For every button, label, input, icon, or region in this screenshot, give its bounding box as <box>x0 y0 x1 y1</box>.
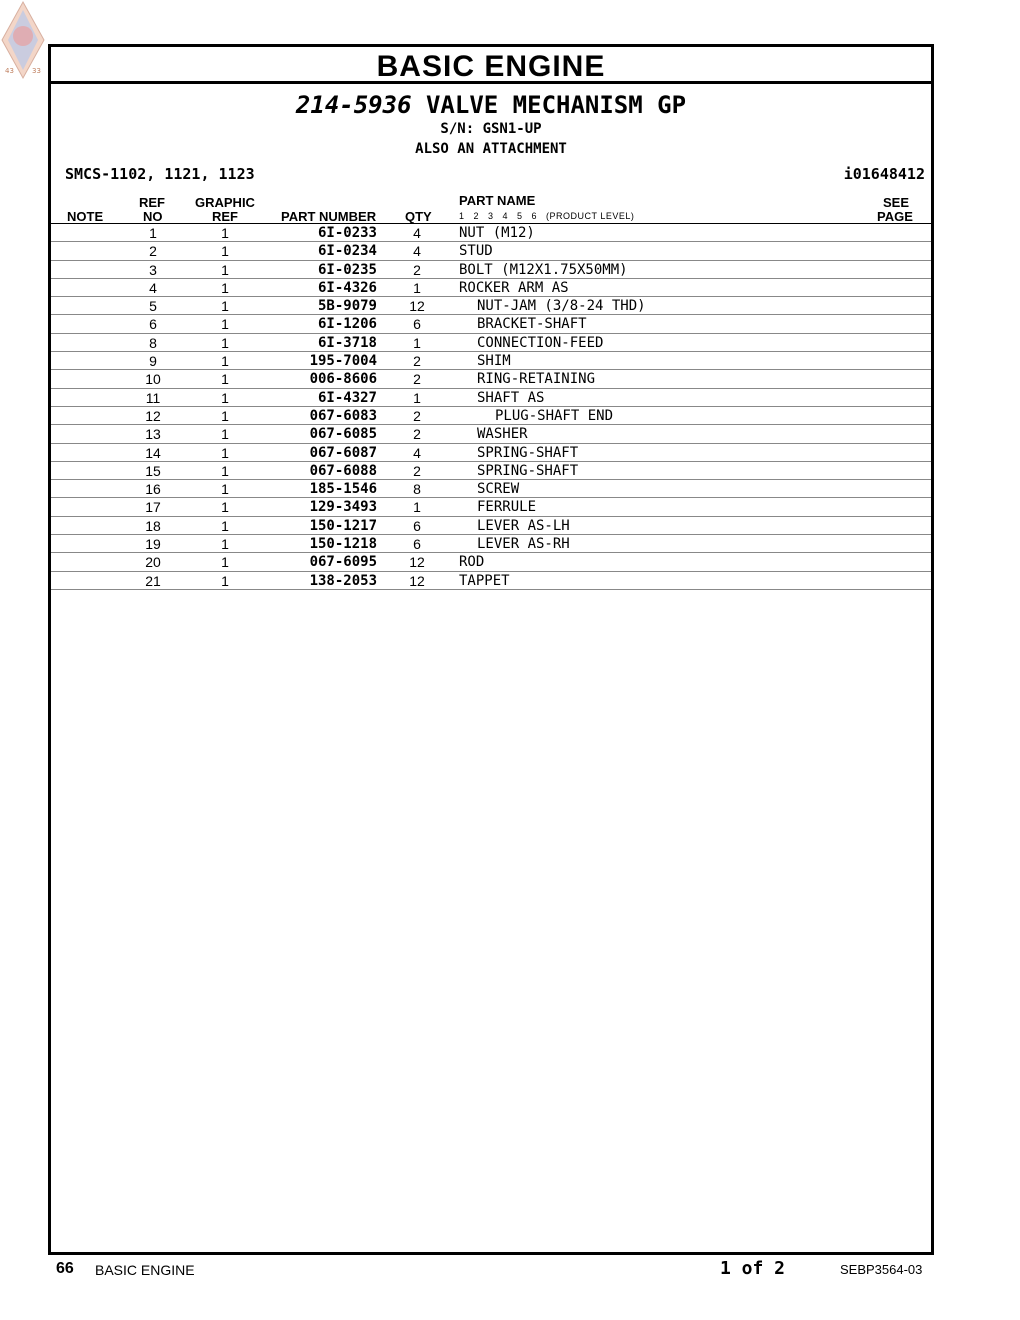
quantity: 1 <box>413 499 421 516</box>
table-row <box>51 334 931 352</box>
illustration-id: i01648412 <box>843 165 925 183</box>
graphic-ref: 1 <box>221 353 229 370</box>
part-number: 195-7004 <box>309 353 377 370</box>
part-name: NUT (M12) <box>459 225 535 241</box>
part-name: LEVER AS-RH <box>477 536 570 553</box>
quantity: 2 <box>413 261 421 278</box>
part-number: 6I-3718 <box>317 334 377 351</box>
part-name: BOLT (M12X1.75X50MM) <box>459 261 628 278</box>
part-number: 129-3493 <box>309 499 377 516</box>
graphic-ref: 1 <box>221 316 229 333</box>
quantity: 1 <box>413 279 421 296</box>
table-row <box>51 462 931 480</box>
table-row <box>51 389 931 407</box>
part-number: 6I-0234 <box>317 243 377 260</box>
part-name: BRACKET-SHAFT <box>477 316 587 333</box>
quantity: 1 <box>413 334 421 351</box>
attachment-note: ALSO AN ATTACHMENT <box>415 141 567 157</box>
graphic-ref: 1 <box>221 243 229 260</box>
part-number: 185-1546 <box>309 481 377 498</box>
part-name: RING-RETAINING <box>477 371 596 388</box>
graphic-ref: 1 <box>221 225 229 241</box>
col-ref-top: REF <box>139 195 165 210</box>
ref-no: 13 <box>145 426 161 443</box>
logo-left-number: 43 <box>5 67 14 75</box>
quantity: 4 <box>413 225 421 241</box>
table-row <box>51 242 931 260</box>
ref-no: 9 <box>149 353 157 370</box>
ref-no: 5 <box>149 298 157 315</box>
section-title: BASIC ENGINE <box>51 47 931 84</box>
graphic-ref: 1 <box>221 572 229 589</box>
ref-no: 3 <box>149 261 157 278</box>
part-name: LEVER AS-LH <box>477 517 570 534</box>
part-name: WASHER <box>477 426 528 443</box>
part-number: 6I-4327 <box>317 389 377 406</box>
dealer-logo-icon <box>0 0 46 80</box>
graphic-ref: 1 <box>221 389 229 406</box>
ref-no: 2 <box>149 243 157 260</box>
footer-section: BASIC ENGINE <box>95 1262 195 1278</box>
ref-no: 10 <box>145 371 161 388</box>
ref-no: 16 <box>145 481 161 498</box>
ref-no: 20 <box>145 554 161 571</box>
table-row <box>51 425 931 443</box>
ref-no: 8 <box>149 334 157 351</box>
graphic-ref: 1 <box>221 279 229 296</box>
quantity: 12 <box>409 554 425 571</box>
part-number: 067-6087 <box>309 444 377 461</box>
col-graphic-bottom: REF <box>212 209 238 224</box>
table-row <box>51 261 931 279</box>
graphic-ref: 1 <box>221 536 229 553</box>
quantity: 2 <box>413 426 421 443</box>
part-name: TAPPET <box>459 572 510 589</box>
table-row <box>51 370 931 388</box>
part-name: FERRULE <box>477 499 537 516</box>
part-name: CONNECTION-FEED <box>477 334 604 351</box>
col-product-levels: 1 2 3 4 5 6 (PRODUCT LEVEL) <box>459 211 635 221</box>
ref-no: 15 <box>145 462 161 479</box>
quantity: 1 <box>413 389 421 406</box>
quantity: 2 <box>413 407 421 424</box>
col-part-number: PART NUMBER <box>281 209 377 224</box>
part-name: SCREW <box>477 481 520 498</box>
quantity: 2 <box>413 353 421 370</box>
table-row <box>51 297 931 315</box>
table-row <box>51 315 931 333</box>
part-number: 6I-0235 <box>317 261 377 278</box>
part-number: 006-8606 <box>309 371 377 388</box>
table-row <box>51 553 931 571</box>
col-qty: QTY <box>405 209 432 224</box>
part-number: 067-6088 <box>309 462 377 479</box>
group-title <box>51 91 931 119</box>
table-row <box>51 279 931 297</box>
part-number: 067-6083 <box>309 407 377 424</box>
quantity: 6 <box>413 536 421 553</box>
quantity: 4 <box>413 243 421 260</box>
quantity: 12 <box>409 572 425 589</box>
part-number: 067-6085 <box>309 426 377 443</box>
part-number: 067-6095 <box>309 554 377 571</box>
ref-no: 6 <box>149 316 157 333</box>
ref-no: 1 <box>149 225 157 241</box>
quantity: 4 <box>413 444 421 461</box>
col-graphic-top: GRAPHIC <box>195 195 255 210</box>
col-part-name: PART NAME <box>459 193 536 208</box>
parts-page-frame <box>48 44 934 1255</box>
part-number: 6I-4326 <box>317 279 377 296</box>
graphic-ref: 1 <box>221 554 229 571</box>
part-name: SHIM <box>477 353 511 370</box>
table-row <box>51 498 931 516</box>
part-number: 6I-1206 <box>317 316 377 333</box>
part-name: ROCKER ARM AS <box>459 279 569 296</box>
part-number: 150-1217 <box>309 517 377 534</box>
graphic-ref: 1 <box>221 444 229 461</box>
graphic-ref: 1 <box>221 261 229 278</box>
graphic-ref: 1 <box>221 481 229 498</box>
part-name: STUD <box>459 243 493 260</box>
graphic-ref: 1 <box>221 371 229 388</box>
quantity: 6 <box>413 316 421 333</box>
graphic-ref: 1 <box>221 334 229 351</box>
group-name: VALVE MECHANISM GP <box>425 91 687 119</box>
ref-no: 12 <box>145 407 161 424</box>
table-row <box>51 535 931 553</box>
graphic-ref: 1 <box>221 407 229 424</box>
table-row <box>51 352 931 370</box>
smcs-codes: SMCS-1102, 1121, 1123 <box>65 165 255 183</box>
part-name: SPRING-SHAFT <box>477 462 579 479</box>
ref-no: 18 <box>145 517 161 534</box>
graphic-ref: 1 <box>221 517 229 534</box>
part-name: SHAFT AS <box>477 389 545 406</box>
parts-table-body <box>51 224 931 590</box>
col-note: NOTE <box>67 209 104 224</box>
graphic-ref: 1 <box>221 298 229 315</box>
footer-publication: SEBP3564-03 <box>840 1262 923 1277</box>
col-see-top: SEE <box>883 195 910 210</box>
part-name: NUT-JAM (3/8-24 THD) <box>477 298 646 315</box>
ref-no: 11 <box>145 389 161 406</box>
table-row <box>51 444 931 462</box>
graphic-ref: 1 <box>221 499 229 516</box>
table-row <box>51 407 931 425</box>
quantity: 12 <box>409 298 425 315</box>
part-name: ROD <box>459 554 485 571</box>
table-row <box>51 517 931 535</box>
quantity: 2 <box>413 462 421 479</box>
quantity: 8 <box>413 481 421 498</box>
ref-no: 17 <box>145 499 161 516</box>
col-see-bottom: PAGE <box>877 209 913 224</box>
footer-page-number: 66 <box>56 1260 74 1277</box>
table-row <box>51 572 931 590</box>
ref-no: 19 <box>145 536 161 553</box>
part-number: 5B-9079 <box>317 298 377 315</box>
part-number: 6I-0233 <box>317 225 377 241</box>
part-name: SPRING-SHAFT <box>477 444 579 461</box>
logo-right-number: 33 <box>32 67 41 75</box>
group-number: 214-5936 <box>295 91 412 119</box>
graphic-ref: 1 <box>221 426 229 443</box>
part-number: 150-1218 <box>309 536 377 553</box>
ref-no: 4 <box>149 279 157 296</box>
table-row <box>51 480 931 498</box>
quantity: 2 <box>413 371 421 388</box>
col-ref-bottom: NO <box>143 209 163 224</box>
part-number: 138-2053 <box>309 572 377 589</box>
serial-number: S/N: GSN1-UP <box>440 121 542 137</box>
quantity: 6 <box>413 517 421 534</box>
footer-page-of: 1 of 2 <box>720 1258 786 1279</box>
ref-no: 14 <box>145 444 161 461</box>
graphic-ref: 1 <box>221 462 229 479</box>
table-row <box>51 224 931 242</box>
table-header <box>51 193 931 224</box>
part-name: PLUG-SHAFT END <box>495 407 614 424</box>
ref-no: 21 <box>145 572 161 589</box>
